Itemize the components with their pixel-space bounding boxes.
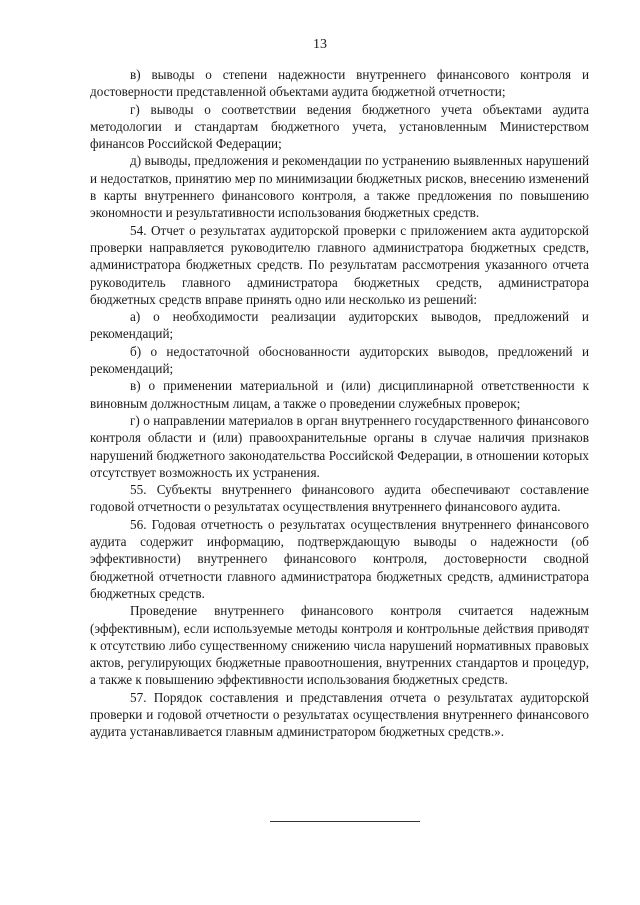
paragraph-item-g-accounting-compliance: г) выводы о соответствии ведения бюджетного учета объектами аудита методологии и стандартам бюджетного учета, установленным Министерством финансов Российской Федерации; bbox=[90, 101, 589, 152]
paragraph-decision-g: г) о направлении материалов в орган внутреннего государственного финансового контроля области и (или) правоохранительные органы в случае наличия признаков нарушений бюджетного законодательства Российской Федерации, в отношении которых отсутствует возможность их устранения. bbox=[90, 412, 589, 480]
paragraph-decision-a: а) о необходимости реализации аудиторских выводов, предложений и рекомендаций; bbox=[90, 309, 589, 342]
paragraph-section-54: 54. Отчет о результатах аудиторской проверки с приложением акта аудиторской проверки направляется руководителю главного администратора бюджетных средств, администратора бюджетных средств. По результатам рассмотрения указанного отчета руководитель главного администратора бюджетных средств, администратора бюджетных средств вправе принять одно или несколько из решений: bbox=[90, 222, 589, 307]
paragraph-section-55: 55. Субъекты внутреннего финансового аудита обеспечивают составление годовой отчетности о результатах осуществления внутреннего финансового аудита. bbox=[90, 482, 589, 515]
page-number: 13 bbox=[313, 37, 327, 52]
paragraph-control-effectiveness: Проведение внутреннего финансового контроля считается надежным (эффективным), если используемые методы контроля и контрольные действия приводят к отсутствию либо существенному снижению числа нарушений нормативных правовых актов, регулирующих бюджетные правоотношения, внутренних стандартов и процедур, а также к повышению эффективности использования бюджетных средств. bbox=[90, 603, 589, 688]
paragraph-decision-v: в) о применении материальной и (или) дисциплинарной ответственности к виновным должностным лицам, а также о проведении служебных проверок; bbox=[90, 378, 589, 411]
paragraph-decision-b: б) о недостаточной обоснованности аудиторских выводов, предложений и рекомендаций; bbox=[90, 343, 589, 377]
document-body bbox=[90, 66, 589, 741]
paragraph-section-56: 56. Годовая отчетность о результатах осуществления внутреннего финансового аудита содержит информацию, подтверждающую выводы о надежности (об эффективности) внутреннего финансового контроля, достоверности сводной бюджетной отчетности главного администратора бюджетных средств, администратора бюджетных средств. bbox=[90, 516, 589, 601]
paragraph-section-57: 57. Порядок составления и представления отчета о результатах аудиторской проверки и годовой отчетности о результатах осуществления внутреннего финансового аудита устанавливается главным администратором бюджетных средств.». bbox=[90, 689, 589, 740]
end-of-text-rule bbox=[270, 821, 420, 822]
paragraph-item-v-internal-control-reliability: в) выводы о степени надежности внутреннего финансового контроля и достоверности представленной объектами аудита бюджетной отчетности; bbox=[90, 67, 589, 100]
paragraph-item-d-conclusions-and-proposals: д) выводы, предложения и рекомендации по устранению выявленных нарушений и недостатков, принятию мер по минимизации бюджетных рисков, внесению изменений в карты внутреннего финансового контроля, а также предложения по повышению экономности и результативности использования бюджетных средств. bbox=[90, 153, 589, 221]
